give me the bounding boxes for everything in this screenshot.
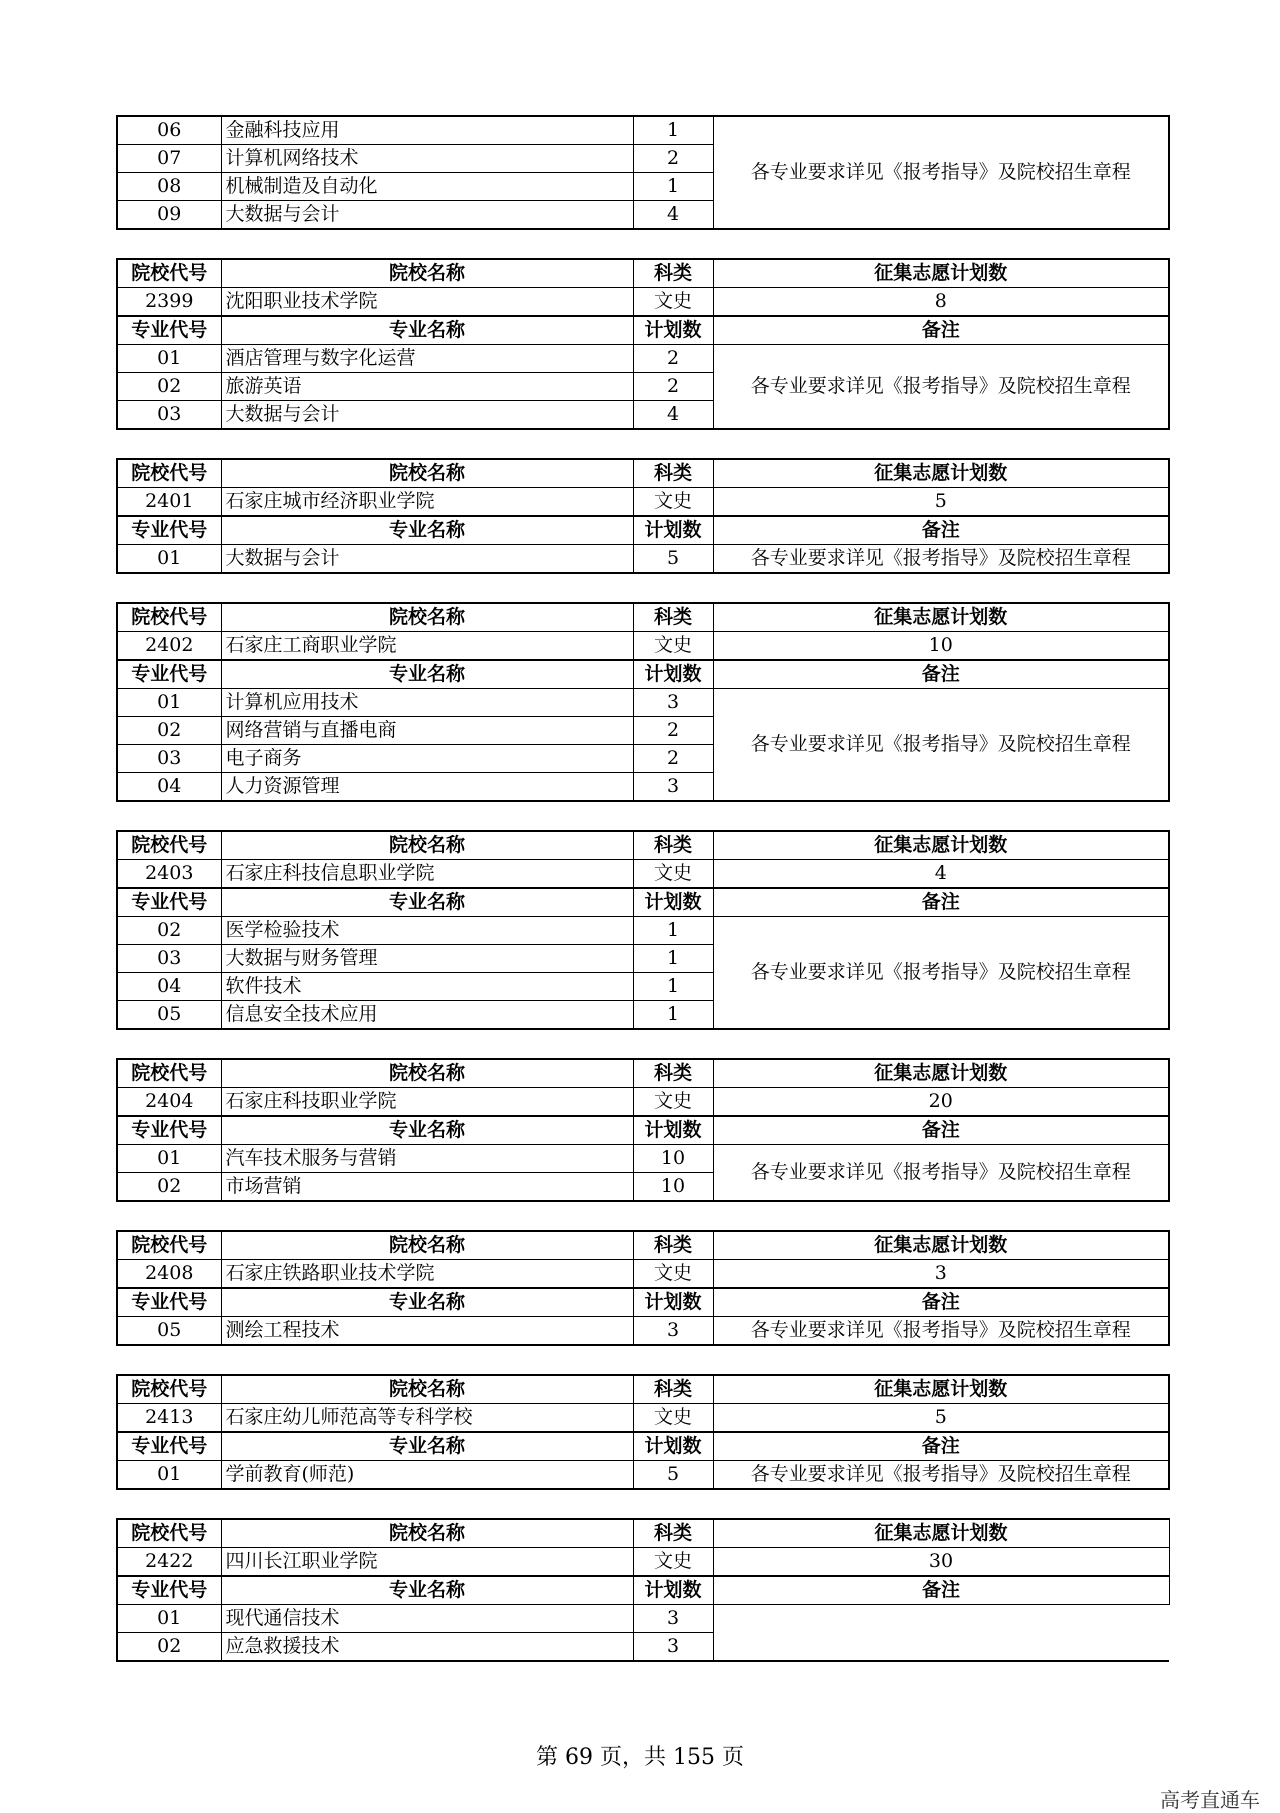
major-header-row [117,516,1169,545]
major-code: 06 [117,116,221,145]
major-plan-count: 3 [633,1317,713,1346]
major-name: 电子商务 [221,745,633,773]
admission-plan-tables [116,115,1168,1690]
header-category: 科类 [633,1519,713,1548]
header-note: 备注 [713,888,1169,917]
header-plan-total: 征集志愿计划数 [713,1519,1169,1548]
header-school-name: 院校名称 [221,1375,633,1404]
major-name: 市场营销 [221,1173,633,1202]
school-plan-total: 30 [713,1548,1169,1577]
page-number: 第 69 页，共 155 页 [536,1745,744,1770]
header-major-code: 专业代号 [117,1432,221,1461]
school-row [117,1404,1169,1433]
major-name: 测绘工程技术 [221,1317,633,1346]
header-school-name: 院校名称 [221,459,633,488]
header-note: 备注 [713,1116,1169,1145]
header-category: 科类 [633,1375,713,1404]
header-school-name: 院校名称 [221,1519,633,1548]
major-plan-count: 10 [633,1145,713,1173]
header-note: 备注 [713,1288,1169,1317]
header-major-code: 专业代号 [117,516,221,545]
header-major-code: 专业代号 [117,316,221,345]
major-plan-count: 5 [633,545,713,574]
major-name: 汽车技术服务与营销 [221,1145,633,1173]
major-row [117,545,1169,574]
school-name: 石家庄铁路职业技术学院 [221,1260,633,1289]
major-plan-count: 1 [633,1001,713,1030]
school-plan-total: 4 [713,860,1169,889]
header-plan-total: 征集志愿计划数 [713,459,1169,488]
header-school-name: 院校名称 [221,1231,633,1260]
school-table [116,602,1170,802]
major-header-row [117,1288,1169,1317]
school-name: 石家庄科技信息职业学院 [221,860,633,889]
major-note: 各专业要求详见《报考指导》及院校招生章程 [713,1461,1169,1490]
school-table [116,115,1170,230]
header-major-code: 专业代号 [117,1576,221,1605]
major-name: 大数据与会计 [221,401,633,430]
header-note: 备注 [713,660,1169,689]
school-name: 四川长江职业学院 [221,1548,633,1577]
school-category: 文史 [633,1548,713,1577]
header-school-code: 院校代号 [117,1375,221,1404]
header-note: 备注 [713,516,1169,545]
header-note: 备注 [713,1432,1169,1461]
major-name: 酒店管理与数字化运营 [221,345,633,373]
major-code: 02 [117,373,221,401]
major-plan-count: 1 [633,173,713,201]
major-name: 大数据与会计 [221,201,633,230]
header-plan-total: 征集志愿计划数 [713,831,1169,860]
school-plan-total: 20 [713,1088,1169,1117]
school-category: 文史 [633,860,713,889]
major-row [117,1317,1169,1346]
header-plan-count: 计划数 [633,316,713,345]
school-category: 文史 [633,488,713,517]
major-name: 金融科技应用 [221,116,633,145]
header-school-code: 院校代号 [117,831,221,860]
header-major-name: 专业名称 [221,660,633,689]
header-category: 科类 [633,831,713,860]
header-plan-total: 征集志愿计划数 [713,1059,1169,1088]
header-major-name: 专业名称 [221,1576,633,1605]
major-code: 04 [117,773,221,802]
major-code: 01 [117,689,221,717]
major-code: 07 [117,145,221,173]
header-note: 备注 [713,316,1169,345]
school-code: 2404 [117,1088,221,1117]
major-name: 大数据与财务管理 [221,945,633,973]
header-major-name: 专业名称 [221,1116,633,1145]
major-code: 02 [117,1173,221,1202]
header-plan-total: 征集志愿计划数 [713,259,1169,288]
school-table [116,458,1170,574]
major-code: 02 [117,917,221,945]
major-row [117,1605,1169,1633]
school-table [116,258,1170,430]
major-row [117,1145,1169,1173]
school-name: 石家庄城市经济职业学院 [221,488,633,517]
major-plan-count: 2 [633,373,713,401]
major-note: 各专业要求详见《报考指导》及院校招生章程 [713,545,1169,574]
major-note: 各专业要求详见《报考指导》及院校招生章程 [713,917,1169,1030]
major-code: 04 [117,973,221,1001]
major-plan-count: 5 [633,1461,713,1490]
header-school-name: 院校名称 [221,603,633,632]
major-plan-count: 2 [633,145,713,173]
school-code: 2408 [117,1260,221,1289]
major-code: 01 [117,1145,221,1173]
header-school-name: 院校名称 [221,259,633,288]
major-name: 应急救援技术 [221,1633,633,1662]
major-code: 03 [117,945,221,973]
major-plan-count: 2 [633,745,713,773]
school-name: 石家庄幼儿师范高等专科学校 [221,1404,633,1433]
header-major-name: 专业名称 [221,1432,633,1461]
school-row [117,488,1169,517]
major-name: 软件技术 [221,973,633,1001]
school-plan-total: 8 [713,288,1169,317]
major-plan-count: 3 [633,773,713,802]
major-plan-count: 3 [633,1633,713,1662]
school-plan-total: 5 [713,488,1169,517]
school-code: 2401 [117,488,221,517]
header-plan-count: 计划数 [633,660,713,689]
header-major-name: 专业名称 [221,1288,633,1317]
header-school-code: 院校代号 [117,1059,221,1088]
header-school-code: 院校代号 [117,1231,221,1260]
school-category: 文史 [633,1260,713,1289]
header-major-name: 专业名称 [221,888,633,917]
school-header-row [117,1375,1169,1404]
header-category: 科类 [633,1059,713,1088]
school-header-row [117,259,1169,288]
school-table [116,1518,1170,1662]
major-row [117,345,1169,373]
major-code: 02 [117,1633,221,1662]
major-code: 01 [117,545,221,574]
major-note [713,1605,1169,1662]
header-major-code: 专业代号 [117,888,221,917]
major-plan-count: 4 [633,201,713,230]
major-name: 信息安全技术应用 [221,1001,633,1030]
major-plan-count: 4 [633,401,713,430]
major-plan-count: 1 [633,945,713,973]
major-note: 各专业要求详见《报考指导》及院校招生章程 [713,1317,1169,1346]
major-name: 计算机网络技术 [221,145,633,173]
school-row [117,860,1169,889]
major-name: 现代通信技术 [221,1605,633,1633]
header-plan-count: 计划数 [633,1432,713,1461]
header-category: 科类 [633,259,713,288]
school-plan-total: 10 [713,632,1169,661]
major-plan-count: 1 [633,973,713,1001]
header-plan-count: 计划数 [633,888,713,917]
school-header-row [117,1231,1169,1260]
major-header-row [117,1576,1169,1605]
major-name: 人力资源管理 [221,773,633,802]
header-plan-total: 征集志愿计划数 [713,603,1169,632]
major-name: 旅游英语 [221,373,633,401]
major-header-row [117,316,1169,345]
header-major-name: 专业名称 [221,516,633,545]
school-category: 文史 [633,1088,713,1117]
major-code: 03 [117,745,221,773]
major-note: 各专业要求详见《报考指导》及院校招生章程 [713,116,1169,229]
header-plan-total: 征集志愿计划数 [713,1375,1169,1404]
school-row [117,1548,1169,1577]
major-row [117,1461,1169,1490]
school-row [117,1260,1169,1289]
major-note: 各专业要求详见《报考指导》及院校招生章程 [713,345,1169,430]
school-code: 2403 [117,860,221,889]
major-code: 01 [117,345,221,373]
header-major-code: 专业代号 [117,660,221,689]
school-header-row [117,1519,1169,1548]
major-row [117,917,1169,945]
header-school-name: 院校名称 [221,1059,633,1088]
school-row [117,288,1169,317]
header-major-code: 专业代号 [117,1288,221,1317]
header-plan-count: 计划数 [633,516,713,545]
major-row [117,689,1169,717]
major-code: 05 [117,1001,221,1030]
header-plan-count: 计划数 [633,1288,713,1317]
major-plan-count: 3 [633,689,713,717]
school-plan-total: 5 [713,1404,1169,1433]
major-code: 01 [117,1461,221,1490]
major-name: 网络营销与直播电商 [221,717,633,745]
header-plan-total: 征集志愿计划数 [713,1231,1169,1260]
major-name: 机械制造及自动化 [221,173,633,201]
school-category: 文史 [633,632,713,661]
major-code: 03 [117,401,221,430]
school-category: 文史 [633,288,713,317]
school-plan-total: 3 [713,1260,1169,1289]
header-school-code: 院校代号 [117,603,221,632]
school-table [116,1374,1170,1490]
school-header-row [117,831,1169,860]
header-category: 科类 [633,459,713,488]
header-school-name: 院校名称 [221,831,633,860]
header-plan-count: 计划数 [633,1116,713,1145]
major-code: 05 [117,1317,221,1346]
major-code: 02 [117,717,221,745]
major-name: 计算机应用技术 [221,689,633,717]
major-plan-count: 2 [633,717,713,745]
header-note: 备注 [713,1576,1169,1605]
header-plan-count: 计划数 [633,1576,713,1605]
header-category: 科类 [633,1231,713,1260]
header-school-code: 院校代号 [117,259,221,288]
school-header-row [117,1059,1169,1088]
header-category: 科类 [633,603,713,632]
major-code: 01 [117,1605,221,1633]
major-name: 大数据与会计 [221,545,633,574]
major-name: 医学检验技术 [221,917,633,945]
school-category: 文史 [633,1404,713,1433]
major-plan-count: 10 [633,1173,713,1202]
major-code: 08 [117,173,221,201]
major-plan-count: 1 [633,917,713,945]
major-plan-count: 1 [633,116,713,145]
school-row [117,1088,1169,1117]
major-header-row [117,1116,1169,1145]
school-name: 沈阳职业技术学院 [221,288,633,317]
major-note: 各专业要求详见《报考指导》及院校招生章程 [713,689,1169,802]
watermark: 高考直通车 [1160,1788,1260,1812]
header-school-code: 院校代号 [117,459,221,488]
school-code: 2413 [117,1404,221,1433]
header-major-name: 专业名称 [221,316,633,345]
school-header-row [117,603,1169,632]
header-school-code: 院校代号 [117,1519,221,1548]
major-note: 各专业要求详见《报考指导》及院校招生章程 [713,1145,1169,1202]
school-table [116,1230,1170,1346]
school-code: 2399 [117,288,221,317]
major-name: 学前教育(师范) [221,1461,633,1490]
school-row [117,632,1169,661]
major-header-row [117,888,1169,917]
school-table [116,1058,1170,1202]
school-table [116,830,1170,1030]
school-name: 石家庄工商职业学院 [221,632,633,661]
major-header-row [117,1432,1169,1461]
major-code: 09 [117,201,221,230]
school-code: 2402 [117,632,221,661]
major-plan-count: 3 [633,1605,713,1633]
school-name: 石家庄科技职业学院 [221,1088,633,1117]
major-header-row [117,660,1169,689]
school-header-row [117,459,1169,488]
header-major-code: 专业代号 [117,1116,221,1145]
major-row [117,116,1169,145]
major-plan-count: 2 [633,345,713,373]
school-code: 2422 [117,1548,221,1577]
